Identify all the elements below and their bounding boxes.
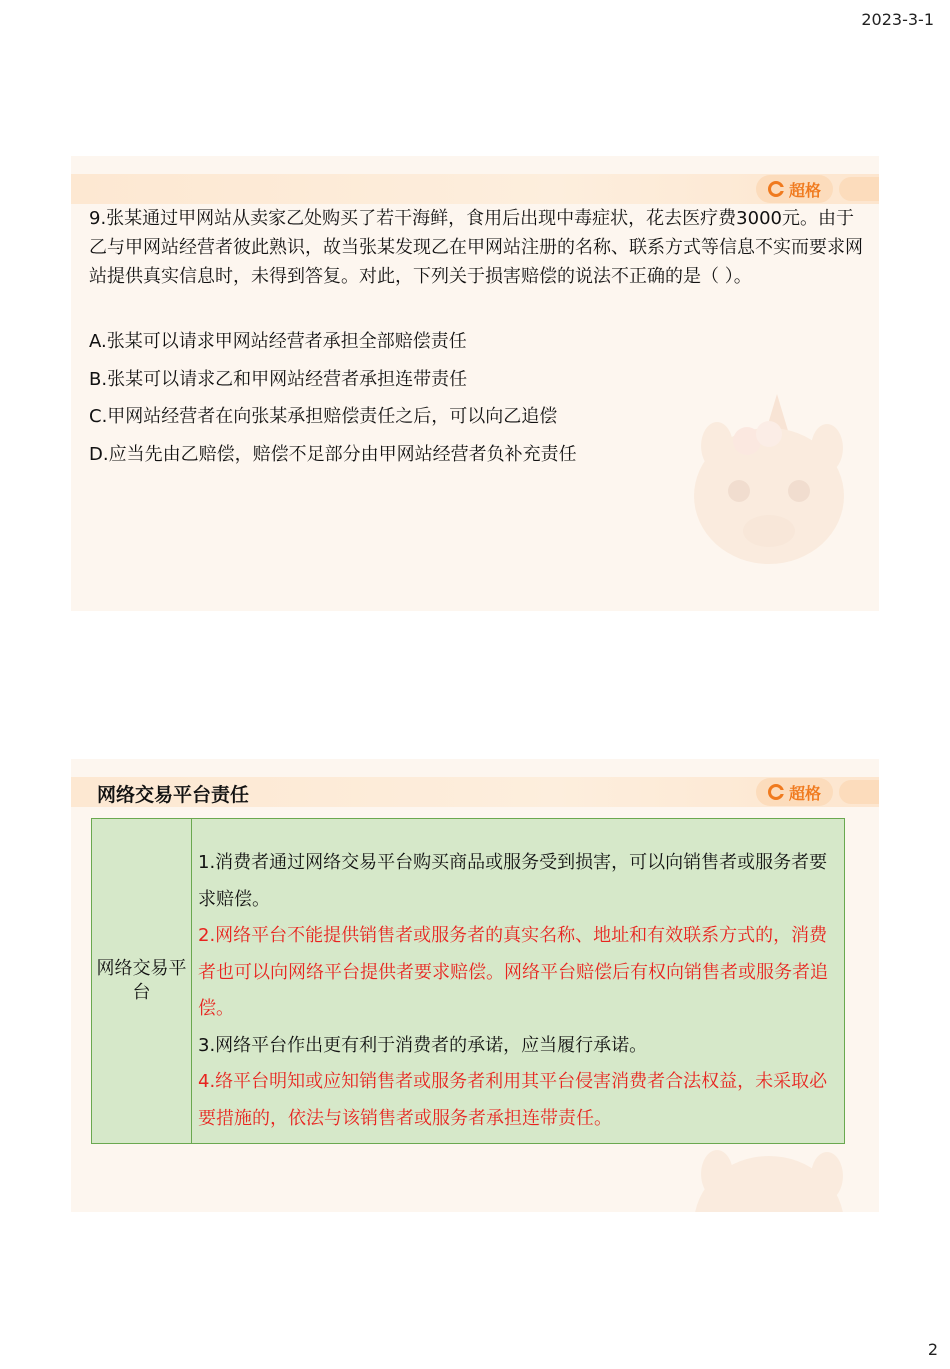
header-pill-decoration: [839, 177, 879, 201]
section-title: 网络交易平台责任: [97, 784, 250, 806]
rule-item-3: 3.网络平台作出更有利于消费者的承诺，应当履行承诺。: [198, 1034, 648, 1056]
liability-table: [91, 818, 845, 1144]
option-c: C.甲网站经营者在向张某承担赔偿责任之后，可以向乙追偿: [89, 406, 558, 427]
unicorn-mascot-icon: [677, 386, 857, 576]
rule-item-2: 2.网络平台不能提供销售者或服务者的真实名称、地址和有效联系方式的，消费者也可以向网络平台提供者要求赔偿。网络平台赔偿后有权向销售者或服务者追偿。: [198, 925, 828, 1019]
brand-logo: [756, 778, 833, 806]
slide-header-band: [71, 777, 879, 807]
option-a: A.张某可以请求甲网站经营者承担全部赔偿责任: [89, 331, 467, 352]
brand-logo-icon: [768, 784, 784, 800]
slide-platform-liability: [71, 759, 879, 1212]
brand-name: 超格: [788, 783, 821, 803]
header-pill-decoration: [839, 780, 879, 804]
option-b: B.张某可以请求乙和甲网站经营者承担连带责任: [89, 369, 468, 390]
brand-logo-icon: [768, 181, 784, 197]
page-date: 2023-3-1: [861, 10, 934, 29]
question-text: 9.张某通过甲网站从卖家乙处购买了若干海鲜，食用后出现中毒症状，花去医疗费3000元。由于乙与甲网站经营者彼此熟识，故当张某发现乙在甲网站注册的名称、联系方式等信息不实而要求网站提供真实信息时，未得到答复。对此，下列关于损害赔偿的说法不正确的是（ ）。: [89, 208, 863, 287]
slide-header-band: [71, 174, 879, 204]
page-number: 2: [927, 1340, 938, 1359]
table-row-label: 网络交易平台: [92, 819, 192, 1143]
slide-question: [71, 156, 879, 611]
rule-item-4: 4.络平台明知或应知销售者或服务者利用其平台侵害消费者合法权益，未采取必要措施的，依法与该销售者或服务者承担连带责任。: [198, 1071, 828, 1129]
table-row-content: [192, 819, 844, 1143]
brand-name: 超格: [788, 180, 821, 200]
rule-item-1: 1.消费者通过网络交易平台购买商品或服务受到损害，可以向销售者或服务者要求赔偿。: [198, 852, 828, 910]
option-d: D.应当先由乙赔偿，赔偿不足部分由甲网站经营者负补充责任: [89, 444, 577, 465]
brand-logo: [756, 175, 833, 203]
